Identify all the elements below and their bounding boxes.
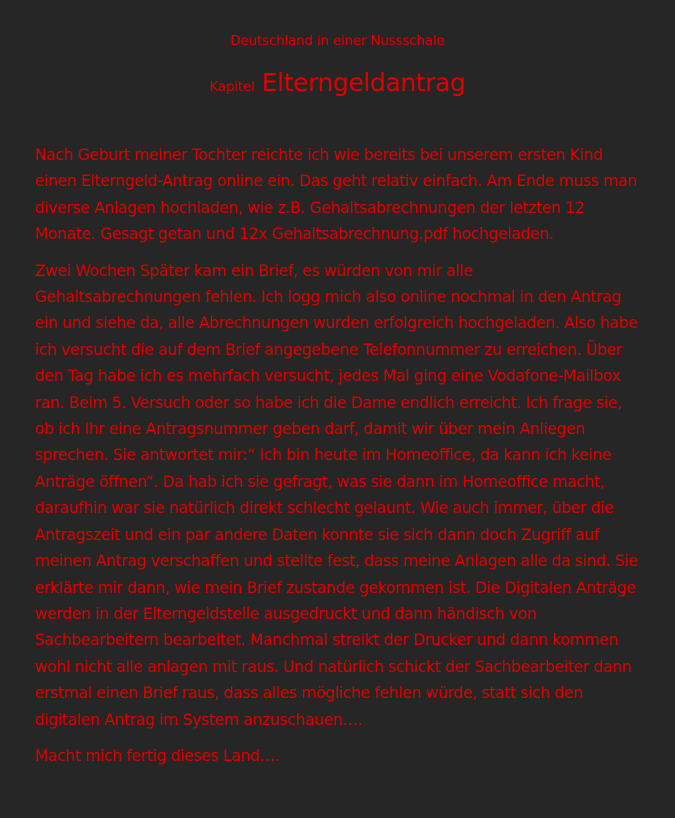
paragraph-2: Zwei Wochen Später kam ein Brief, es würden von mir alle Gehaltsabrechnungen fehlen. Ich logg mich also online nochmal in den Antrag ein und siehe da, alle Abrechnungen wurden erfolgreich hochgeladen. Also habe ich versucht die auf dem Brief angegebene Telefonnummer zu erreichen. Über den Tag habe ich es mehrfach versucht, jedes Mal ging eine Vodafone-Mailbox ran. Beim 5. Versuch oder so habe ich die Dame endlich erreicht. Ich frage sie, ob ich Ihr eine Antragsnummer geben darf, damit wir über mein Anliegen sprechen. Sie antwortet mir:“ Ich bin heute im Homeoffice, da kann ich keine Anträge öffnen“. Da hab ich sie gefragt, was sie dann im Homeoffice macht, daraufhin war sie natürlich direkt schlecht gelaunt. Wie auch immer, über die Antragszeit und ein par andere Daten konnte sie sich dann doch Zugriff auf meinen Antrag verschaffen und stellte fest, dass meine Anlagen alle da sind. Sie erklärte mir dann, wie mein Brief zustande gekommen ist. Die Digitalen Anträge werden in der Elterngeldstelle ausgedruckt und dann händisch von Sachbearbeitern bearbeitet. Manchmal streikt der Drucker und dann kommen wohl nicht alle anlagen mit raus. Und natürlich schickt der Sachbearbeiter dann erstmal einen Brief raus, dass alles mögliche fehlen würde, statt sich den digitalen Antrag im System anzuschauen…. [35, 261, 638, 729]
article-body [35, 142, 643, 779]
paragraph-1: Nach Geburt meiner Tochter reichte ich wie bereits bei unserem ersten Kind einen Elterngeld-Antrag online ein. Das geht relativ einfach. Am Ende muss man diverse Anlagen hochladen, wie z.B. Gehaltsabrechnungen der letzten 12 Monate. Gesagt getan und 12x Gehaltsabrechnung.pdf hochgeladen. [35, 146, 638, 244]
page-title: Elterngeldantrag [261, 68, 466, 97]
paragraph-3: Macht mich fertig dieses Land…. [35, 746, 280, 765]
series-link[interactable]: Deutschland in einer Nussschale [230, 33, 445, 49]
chapter-kicker: Kapitel [209, 79, 255, 95]
title-row [0, 68, 675, 97]
